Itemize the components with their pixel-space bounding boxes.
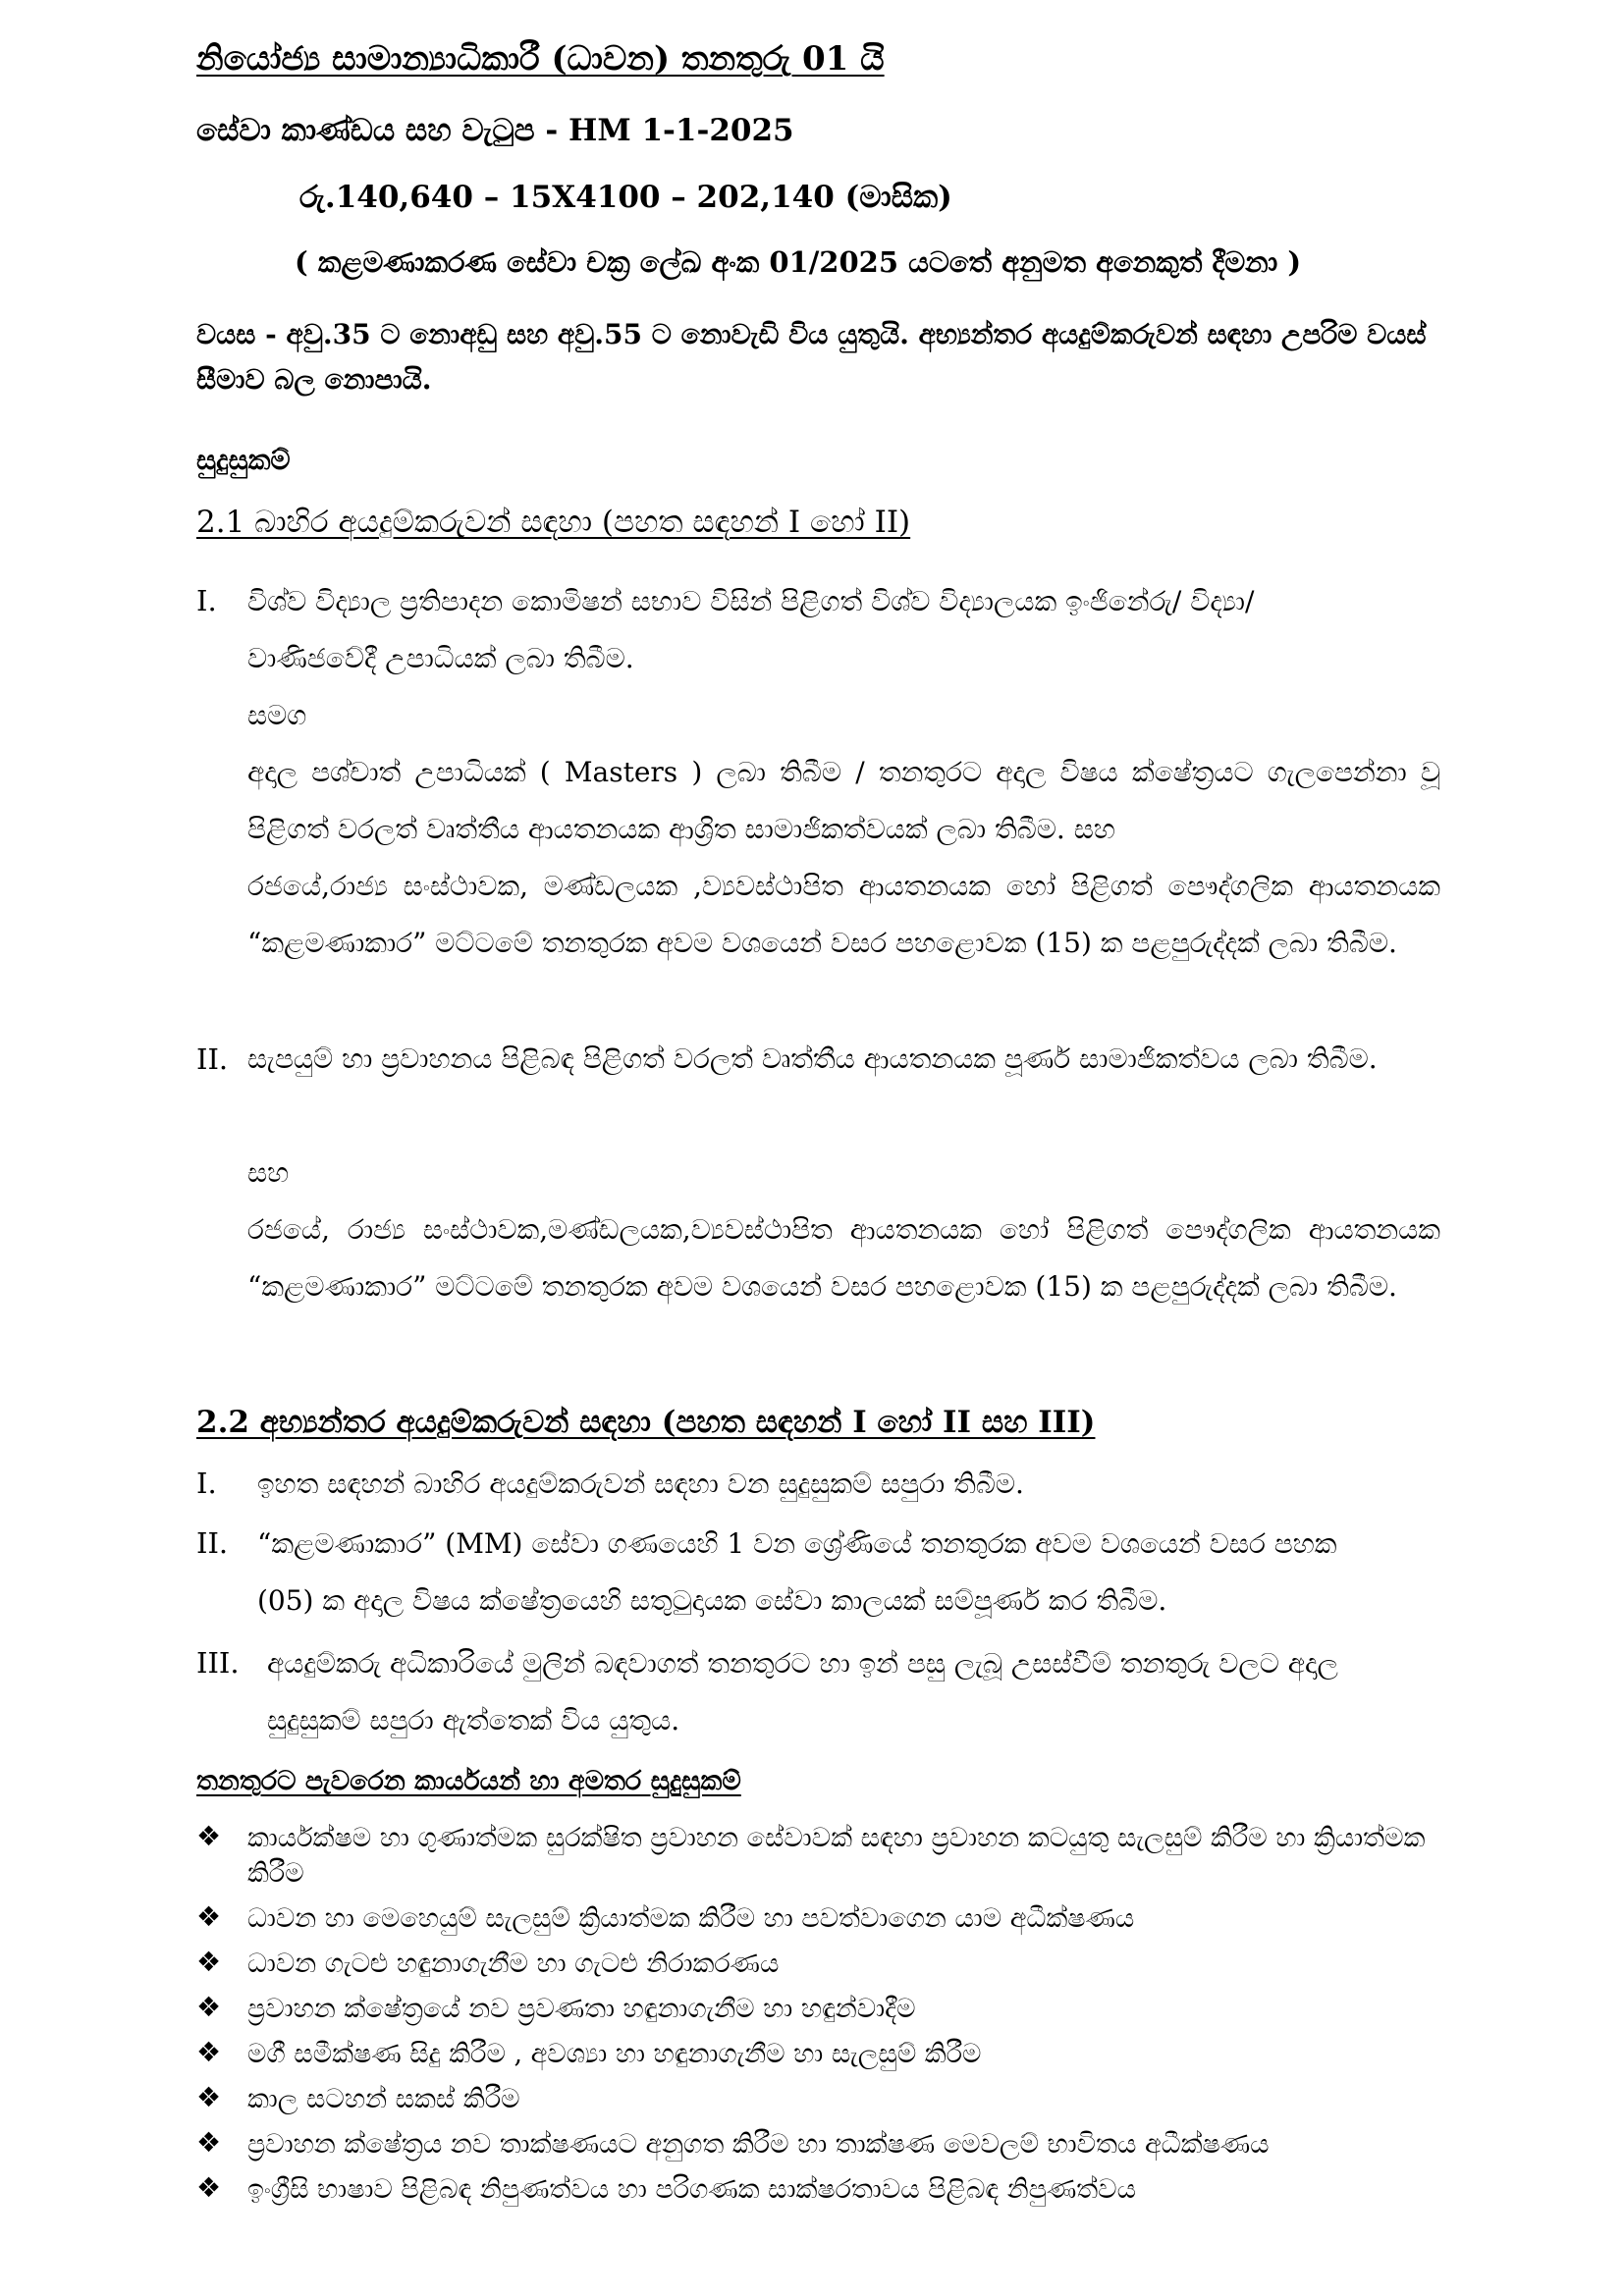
- external-item1-line1: විශ්ව විද්‍යාල ප්‍රතිපාදන කොමිෂන් සභාව විසින් පිළිගත් විශ්ව විද්‍යාලයක ඉංජිනේරු/ විද්‍යා/: [247, 585, 1255, 617]
- diamond-bullet-icon: ❖: [196, 2081, 222, 2113]
- external-item1-experience: රජයේ,රාජ්‍ය සංස්ථාවක, මණ්ඩලයක ,ව්‍යවස්ථාපිත ආයතනයක හෝ පිළිගත් පෞද්ගලික ආයතනයක “කළමණාකාර” මට්ටමේ තනතුරක අවම වශයෙන් වසර පහළොවක (15) ක පළපුරුද්දක් ලබා තිබීම.: [247, 870, 1440, 959]
- item-marker: II.: [196, 1042, 229, 1076]
- list-item: ❖ කාල සටහන් සකස් කිරීම: [196, 2081, 520, 2114]
- item-marker: I.: [196, 584, 217, 617]
- diamond-bullet-icon: ❖: [196, 1991, 222, 2023]
- internal-item2-line1: “කළමණාකාර” (MM) සේවා ගණයෙහි 1 වන ශ්‍රේණියේ තනතුරක අවම වශයෙන් වසර පහක: [257, 1527, 1337, 1560]
- list-item: ❖ මගී සමීක්ෂණ සිදු කිරීම , අවශ්‍යා හා හඳුනාගැනීම හා සැලසුම් කිරීම: [196, 2036, 982, 2069]
- service-category: සේවා කාණ්ඩය සහ වැටුප - HM 1-1-2025: [196, 113, 794, 148]
- item-marker: III.: [196, 1646, 240, 1680]
- item-marker: II.: [196, 1526, 229, 1560]
- internal-item1-text: ඉහත සඳහන් බාහිර අයදුම්කරුවන් සඳහා වන සුදුසුකම් සපුරා තිබීම.: [257, 1468, 1024, 1500]
- internal-item2-line2: (05) ක අදාල විෂය ක්ෂේත්‍රයෙහි සතුටුදායක සේවා කාලයක් සම්පූර්ණ කර තිබීම.: [257, 1584, 1167, 1617]
- duties-heading: තනතුරට පැවරෙන කාර්යයන් හා අමතර සුදුසුකම්: [196, 1766, 741, 1796]
- external-item1-line2: වාණිජවේදී උපාධියක් ලබා තිබීම.: [247, 642, 634, 674]
- internal-applicants-heading: 2.2 අභ්‍යන්තර අයදුම්කරුවන් සඳහා (පහත සඳහන් I හෝ II සහ III): [196, 1405, 1096, 1440]
- list-item: ❖ ප්‍රවාහන ක්ෂේත්‍රයේ නව ප්‍රවණතා හඳුනාගැනීම හා හඳුන්වාදීම: [196, 1991, 916, 2024]
- list-item: ❖ ප්‍රවාහන ක්ෂේත්‍රය නව තාක්ෂණයට අනුගත කිරීම හා තාක්ෂණ මෙවලම් භාවිතය අධීක්ෂණය: [196, 2126, 1270, 2160]
- internal-item3-line2: සුදුසුකම් සපුරා ඇත්තෙක් විය යුතුය.: [267, 1704, 680, 1736]
- circular-note: ( කළමණාකරණ සේවා චක්‍ර ලේඛ අංක 01/2025 යටතේ අනුමත අනෙකුත් දීමනා ): [295, 245, 1302, 279]
- list-item: ❖ කාර්යක්ෂම හා ගුණාත්මක සුරක්ෂිත ප්‍රවාහන සේවාවක් සඳහා ප්‍රවාහන කටයුතු සැලසුම් කිරීම හා ක්‍රියාත්මක කිරීම: [196, 1820, 1426, 1889]
- external-item2-experience: රජයේ, රාජ්‍ය සංස්ථාවක,මණ්ඩලයක,ව්‍යවස්ථාපිත ආයතනයක හෝ පිළිගත් පෞද්ගලික ආයතනයක “කළමණාකාර” මට්ටමේ තනතුරක අවම වශයෙන් වසර පහළොවක (15) ක පළපුරුද්දක් ලබා තිබීම.: [247, 1213, 1440, 1303]
- qualifications-heading: සුදුසුකම්: [196, 444, 291, 476]
- diamond-bullet-icon: ❖: [196, 2126, 222, 2159]
- document-title: නියෝජ්‍ය සාමාන්‍යාධිකාරී (ධාවන) තනතුරු 01 යි: [196, 39, 885, 79]
- connector-and: සහ: [247, 1156, 290, 1189]
- diamond-bullet-icon: ❖: [196, 1900, 222, 1933]
- duties-list: [196, 1821, 1434, 2217]
- external-applicants-heading: 2.1 බාහිර අයදුම්කරුවන් සඳහා (පහත සඳහන් I හෝ II): [196, 505, 911, 540]
- external-item1-masters: අදාල පශ්චාත් උපාධියක් ( Masters ) ලබා තිබීම / තනතුරට අදාල විෂය ක්ෂේත්‍රයට ගැලපෙන්නා වූ පිළිගත් වරලත් වෘත්තීය ආයතනයක ආශ්‍රිත සාමාජිකත්වයක් ලබා තිබීම. සහ: [247, 756, 1440, 845]
- item-marker: I.: [196, 1467, 217, 1500]
- list-item: ❖ ඉංග්‍රීසි භාෂාව පිළිබඳ නිපුණත්වය හා පරිගණක සාක්ෂරතාවය පිළිබඳ නිපුණත්වය: [196, 2171, 1137, 2205]
- diamond-bullet-icon: ❖: [196, 2171, 222, 2204]
- age-requirement: වයස - අවු.35 ට නොඅඩු සහ අවු.55 ට නොවැඩි විය යුතුයි. අභ්‍යන්තර අයදුම්කරුවන් සඳහා උපරිම වයස් සීමාව බල නොපායි.: [196, 318, 1427, 396]
- salary-scale: රු.140,640 – 15X4100 – 202,140 (මාසික): [299, 180, 952, 215]
- external-item2-membership: සැපයුම් හා ප්‍රවාහනය පිළිබඳ පිළිගත් වරලත් වෘත්තීය ආයතනයක පූර්ණ සාමාජිකත්වය ලබා තිබීම.: [247, 1042, 1378, 1075]
- list-item: ❖ ධාවන හා මෙහෙයුම් සැලසුම් ක්‍රියාත්මක කිරීම හා පවත්වාගෙන යාම අධීක්ෂණය: [196, 1900, 1135, 1934]
- internal-item3-line1: අයදුම්කරු අධිකාරියේ මුලින් බඳවාගත් තනතුරට හා ඉන් පසු ලැබූ උසස්වීම් තනතුරු වලට අදාල: [267, 1647, 1338, 1680]
- diamond-bullet-icon: ❖: [196, 2036, 222, 2068]
- diamond-bullet-icon: ❖: [196, 1946, 222, 1978]
- list-item: ❖ ධාවන ගැටළු හඳුනාගැනීම හා ගැටළු නිරාකරණය: [196, 1946, 780, 1979]
- diamond-bullet-icon: ❖: [196, 1820, 222, 1852]
- connector-with: සමග: [247, 699, 307, 731]
